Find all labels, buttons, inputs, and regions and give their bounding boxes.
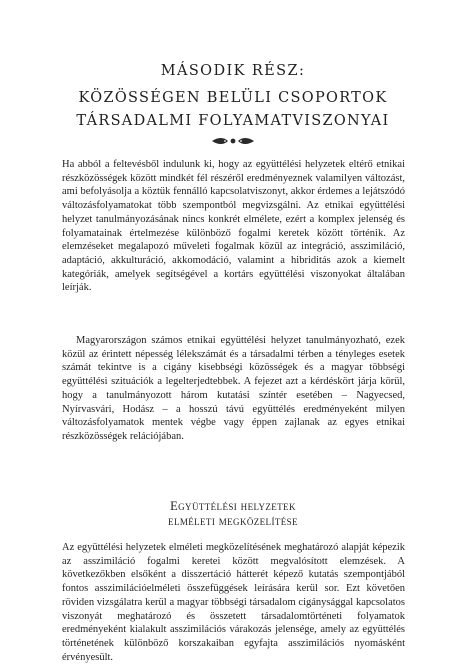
body-paragraph-3: Az együttélési helyzetek elméleti megközelítésének meghatározó alapját képezik az asszimiláció fogalmi keretei között megvalósított elemzések. A következőkben elsőként a disszertáció hátterét képező kutatás szempontjából fontos asszimilációelméleti összefüggések leírására kerül sor. Ezt követően röviden vizsgálatra kerül a magyar többségi társadalom cigánysággal kapcsolatos viszonyát meghatározó és összetett társadalomtörténeti folyamatok eredményeként kialakult asszimilációs várakozás jelensége, amely az együttélés történetének különböző korszakaiban egyfajta asszimilációs nyomásként érvényesült. bbox=[62, 542, 405, 663]
part-label: MÁSODIK RÉSZ: bbox=[160, 63, 306, 79]
body-paragraph-1: Ha abból a feltevésből indulunk ki, hogy az együttélési helyzetek eltérő etnikai részközösségek között mindkét fél részéről eredményeznek valamilyen változást, ami befolyásolja a köztük fennálló kapcsolatviszonyt, akkor érdemes a lejátszódó változásfolyamatokat több szempontból megvizsgálni. Az etnikai együttélési helyzet tanulmányozásának nincs konkrét elmélete, ezért a komplex jelenség és folyamatainak értelmezése különböző fogalmi keretek között történik. Az elemzéseket megalapozó műveleti fogalmak közül az integráció, asszimiláció, adaptáció, akkulturáció, akkomodáció, valamint a hibriditás azok a kiemelt kategóriák, amelyek segítségével a kortárs együttélési viszonyokat általában leírják. bbox=[62, 159, 405, 294]
part-title-line-2: TÁRSADALMI FOLYAMATVISZONYAI bbox=[76, 113, 390, 129]
floral-ornament-icon bbox=[208, 136, 258, 146]
body-paragraph-2: Magyarországon számos etnikai együttélési helyzet tanulmányozható, ezek közül az érintett népesség lélekszámát és a társadalmi térben a tényleges esetek számát tekintve is a cigány kisebbségi közösségek és a magyar többségi együttélési szituációk a legelterjedtebbek. A fejezet azt a kérdéskört járja körül, hogy a tanulmányozott három kutatási színtér esetében – Nagyecsed, Nyírvasvári, Hodász – a hosszú távú együttélés eredményeként milyen változásfolyamatok mentek végbe vagy éppen zajlanak az egyes etnikai részközösségek relációjában. bbox=[62, 335, 405, 442]
section-heading-line-1: Együttélési helyzetek bbox=[170, 499, 296, 513]
section-heading-line-2: elméleti megközelítése bbox=[168, 514, 298, 528]
part-title-line-1: KÖZÖSSÉGEN BELÜLI CSOPORTOK bbox=[78, 90, 388, 106]
